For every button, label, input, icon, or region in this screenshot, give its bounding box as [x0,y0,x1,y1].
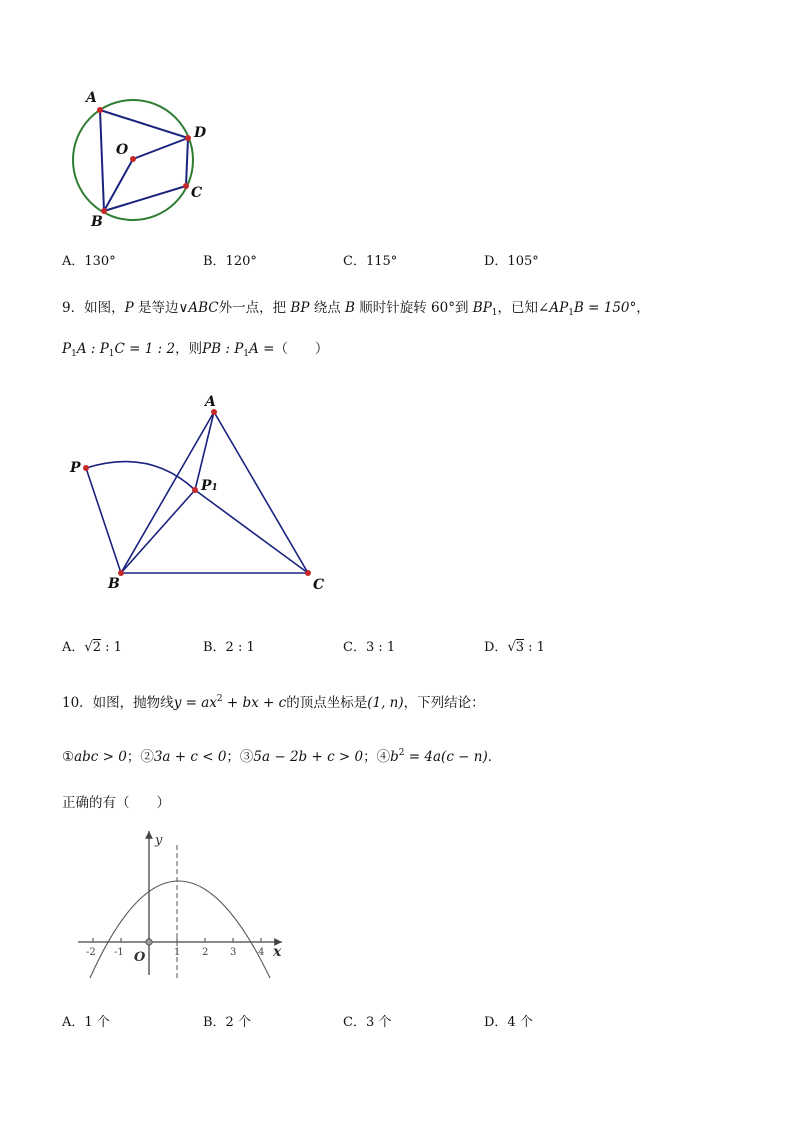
label-P1: P1 [201,478,218,494]
rotation-triangle-figure [60,395,340,595]
tick-label-neg1: -1 [114,947,124,958]
label-A: A [86,90,97,106]
x-axis-label: x [273,944,282,960]
segment-BP1 [121,490,195,573]
q10-conclusions: ①abc > 0；②3a + c < 0；③5a − 2b + c > 0；$④b^2 = 4a(c - n)$． [62,748,502,765]
q8-option-b[interactable]: B．120° [203,254,257,269]
point-C [183,183,189,189]
label-O: O [116,142,129,158]
point-P [83,465,89,471]
label-A: A [205,394,216,410]
label-C: C [191,185,203,201]
label-D: D [194,125,207,141]
label-B: B [91,214,103,230]
tick-label-neg2: -2 [86,947,96,958]
tick-label-4: 4 [258,947,265,958]
q8-option-d[interactable]: D．105° [484,254,539,269]
q10-prompt: 正确的有（ ） [62,795,170,811]
q8-option-a[interactable]: A．130° [62,254,116,269]
label-C: C [313,577,325,593]
tick-label-2: 2 [202,947,209,958]
parabola-curve [90,881,270,978]
rotation-arc [86,462,195,490]
circle-quadrilateral-figure [60,88,220,238]
q10-stem-line1: 10．如图，抛物线$y = ax^2$ + bx + c的顶点坐标是(1, n)，下列结论： [62,694,485,711]
segment-P1C [195,490,308,573]
q10-option-a[interactable]: A．1 个 [62,1015,110,1030]
point-C [305,570,311,576]
label-B: B [108,576,120,592]
q10-option-d[interactable]: D．4 个 [484,1015,533,1030]
q9-option-d[interactable]: D．√3 : 1 [484,640,545,655]
point-P1 [192,487,198,493]
q9-option-c[interactable]: C．3 : 1 [343,640,396,655]
origin-label: O [134,950,146,965]
q10-option-c[interactable]: C．3 个 [343,1015,392,1030]
parabola-graph [75,828,295,983]
q10-option-b[interactable]: B．2 个 [203,1015,251,1030]
point-A [97,107,103,113]
y-axis-label: y [155,833,163,848]
segment-OD [133,138,188,159]
tick-label-3: 3 [230,947,237,958]
q9-option-b[interactable]: B．2 : 1 [203,640,255,655]
q8-option-c[interactable]: C．115° [343,254,398,269]
point-O [130,156,136,162]
q9-stem-line1: 9．如图，P 是等边∨ABC外一点，把 BP 绕点 B 顺时针旋转 60°到 $BP_1$，已知$\angle AP_1B = 150^\circ$， [62,300,650,318]
label-P: P [70,460,81,476]
tick-label-1: 1 [174,947,181,958]
point-D [185,135,191,141]
origin-point [146,939,152,945]
segment-PB [86,468,121,573]
q9-stem-line2: $P_1A$ : $P_1C = 1$ : 2，则PB : $P_1A$ =（ ） [62,341,329,359]
q9-option-a[interactable]: A．√2 : 1 [62,640,122,655]
